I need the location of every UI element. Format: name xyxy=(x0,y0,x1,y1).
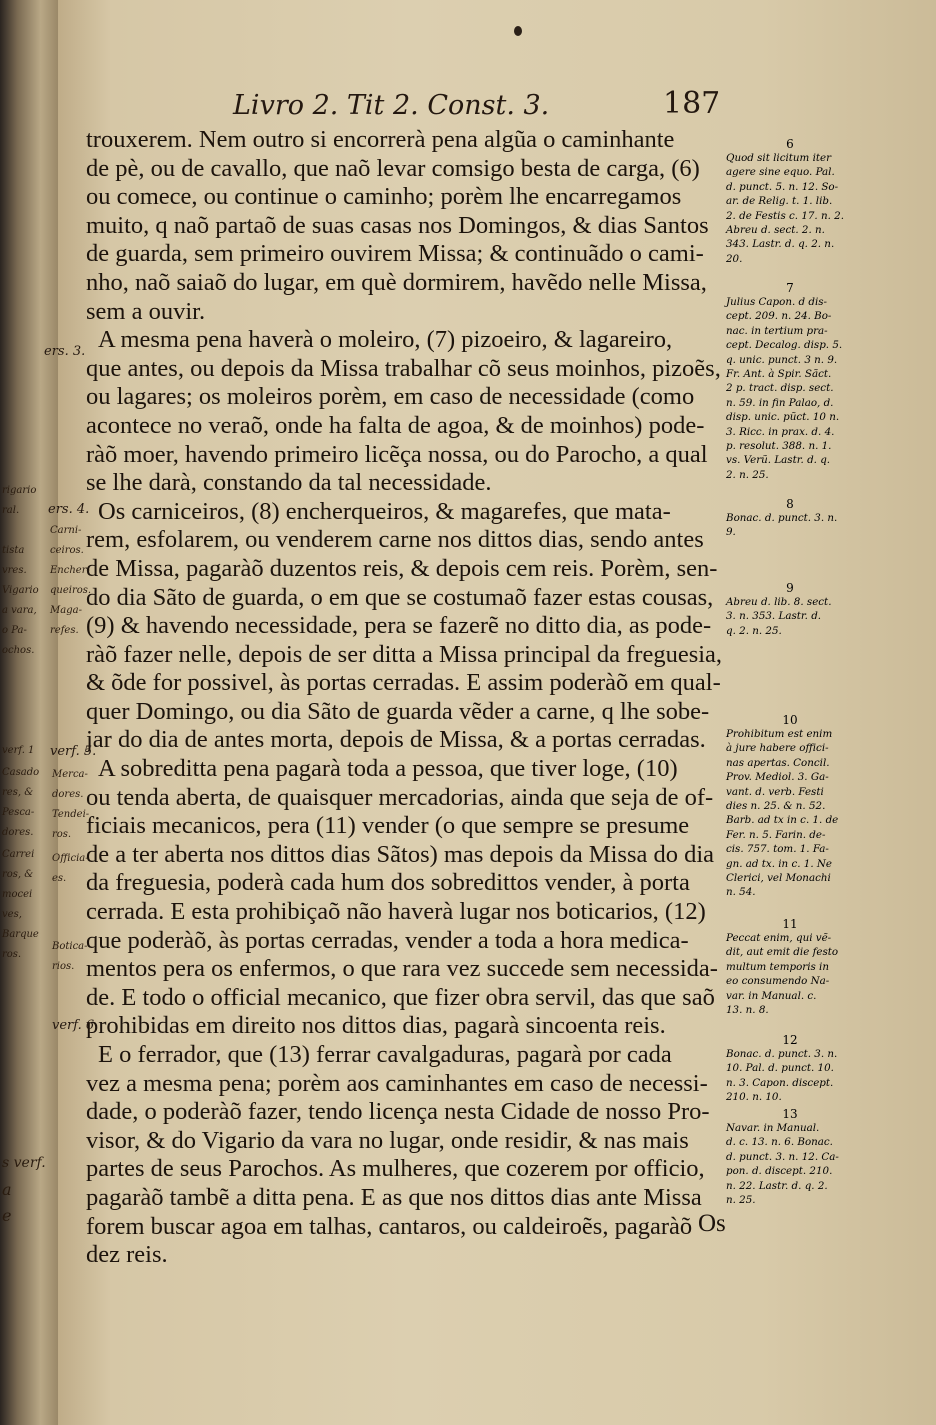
note-line: n. 25. xyxy=(726,1194,756,1207)
inner-margin-note: Merca- xyxy=(52,769,88,780)
note-line: cept. 209. n. 24. Bo- xyxy=(726,310,832,323)
text-line: ficiais mecanicos, pera (11) vender (o que sempre se presume xyxy=(86,812,690,840)
text-line: sem a ouvir. xyxy=(86,297,206,325)
text-line: partes de seus Parochos. As mulheres, que cozerem por officio, xyxy=(86,1155,705,1183)
text-line: jar do dia de antes morta, depois de Missa, & a portas cerradas. xyxy=(86,726,706,754)
note-line: d. punct. 5. n. 12. So- xyxy=(726,180,839,193)
text-line: quer Domingo, ou dia Sãto de guarda vẽder a carne, q lhe sobe- xyxy=(86,697,710,725)
text-line: dade, o poderàõ fazer, tendo licença nesta Cidade de nosso Pro- xyxy=(86,1098,710,1126)
text-line: nho, naõ saiaõ do lugar, em què dormirem, havẽdo nelle Missa, xyxy=(86,268,707,296)
section-marker-4: ers. 4. xyxy=(48,502,90,517)
text-line: acontece no veraõ, onde ha falta de agoa, & de moinhos) pode- xyxy=(86,411,705,439)
left-fragment: ochos. xyxy=(2,645,35,656)
inner-margin-note: Carni- xyxy=(50,525,82,536)
note-line: 2. n. 25. xyxy=(726,468,769,481)
note-number: 7 xyxy=(786,281,794,295)
note-line: n. 54. xyxy=(726,886,756,899)
text-line: & õde for possivel, às portas cerradas. E assim poderàõ em qual- xyxy=(86,669,721,697)
note-line: multum temporis in xyxy=(726,960,829,973)
left-fragment: Barque xyxy=(2,929,39,940)
note-line: n. 3. Capon. discept. xyxy=(726,1076,834,1089)
inner-margin-note: rios. xyxy=(52,961,75,972)
text-line: Os carniceiros, (8) encherqueiros, & magarefes, que mata- xyxy=(98,497,671,525)
text-line: ou lagares; os moleiros porèm, em caso de necessidade (como xyxy=(86,383,695,411)
note-line: 2 p. tract. disp. sect. xyxy=(726,382,834,395)
note-line: q. unic. punct. 3 n. 9. xyxy=(726,353,838,366)
left-fragment: ros, & xyxy=(2,869,34,880)
inner-margin-note: es. xyxy=(52,873,67,884)
inner-margin-note: ros. xyxy=(52,829,72,840)
left-fragment: o Pa- xyxy=(2,625,27,636)
text-line: E o ferrador, que (13) ferrar cavalgaduras, pagarà por cada xyxy=(98,1041,672,1068)
text-line: prohibidas em direito nos dittos dias, pagarà sincoenta reis. xyxy=(86,1012,666,1040)
note-line: d. punct. 3. n. 12. Ca- xyxy=(726,1150,839,1163)
note-line: 9. xyxy=(726,526,736,539)
note-line: nas apertas. Concil. xyxy=(726,756,830,769)
text-line: se lhe darà, constando da tal necessidade. xyxy=(86,469,492,497)
note-number: 10 xyxy=(782,713,798,727)
note-line: Barb. ad tx in c. 1. de xyxy=(726,814,839,827)
text-line: que poderàõ, às portas cerradas, vender a toda a hora medica- xyxy=(86,926,689,954)
note-line: Bonac. d. punct. 3. n. xyxy=(726,1048,838,1060)
note-line: 2. de Festis c. 17. n. 2. xyxy=(726,209,844,222)
left-fragment: ves, xyxy=(2,909,22,920)
inner-margin-note: queiros. xyxy=(50,585,92,596)
note-line: n. 22. Lastr. d. q. 2. xyxy=(726,1179,828,1192)
note-number: 9 xyxy=(786,581,794,595)
left-fragment: a vara, xyxy=(2,605,37,616)
note-line: Fer. n. 5. Farin. de- xyxy=(726,828,826,841)
inner-margin-note: refes. xyxy=(50,625,79,636)
left-fragment: a xyxy=(2,1180,12,1199)
section-marker-3: ers. 3. xyxy=(44,344,86,359)
note-line: 343. Lastr. d. q. 2. n. xyxy=(726,238,835,251)
text-line: de pè, ou de cavallo, que naõ levar comsigo besta de carga, (6) xyxy=(86,154,700,182)
main-text xyxy=(86,126,726,1270)
left-fragment: verf. 1 xyxy=(2,745,35,756)
note-line: Prov. Mediol. 3. Ga- xyxy=(726,771,829,784)
note-line: cis. 757. tom. 1. Fa- xyxy=(726,843,829,856)
text-line: pagaràõ tambẽ a ditta pena. E as que nos dittos dias ante Missa xyxy=(86,1183,702,1211)
text-line: ou comece, ou continue o caminho; porèm lhe encarregamos xyxy=(86,183,682,211)
inner-margin-note: Tendei- xyxy=(52,809,90,820)
inner-margin-note: Officia- xyxy=(52,853,89,864)
left-fragment: Carrei xyxy=(2,849,35,860)
page-number: 187 xyxy=(663,86,721,121)
inner-margin-note: ceiros. xyxy=(50,545,84,556)
text-line: (9) & havendo necessidade, pera se fazerẽ no ditto dia, as pode- xyxy=(86,612,712,640)
note-line: Fr. Ant. à Spir. Sãct. xyxy=(726,368,832,381)
note-line: dit, aut emit die festo xyxy=(726,946,839,959)
note-line: cept. Decalog. disp. 5. xyxy=(726,339,843,352)
side-note-9 xyxy=(726,582,854,638)
section-marker-5: verf. 5. xyxy=(50,744,97,759)
text-line: que antes, ou depois da Missa trabalhar cõ seus moinhos, pizoẽs, xyxy=(86,354,721,382)
text-line: dez reis. xyxy=(86,1241,168,1269)
note-number: 6 xyxy=(786,137,794,151)
note-line: Abreu d. sect. 2. n. xyxy=(726,224,825,237)
note-line: dies n. 25. & n. 52. xyxy=(726,800,826,813)
note-line: var. in Manual. c. xyxy=(726,989,817,1002)
note-line: Julius Capon. d dis- xyxy=(726,296,828,308)
text-line: ràõ fazer nelle, depois de ser ditta a Missa principal da freguesia, xyxy=(86,640,723,668)
text-line: de. E todo o official mecanico, que fizer obra servil, das que saõ xyxy=(86,983,715,1011)
side-note-8 xyxy=(726,498,854,540)
note-line: Abreu d. lib. 8. sect. xyxy=(726,596,832,608)
note-line: 3. n. 353. Lastr. d. xyxy=(726,610,822,623)
note-line: pon. d. discept. 210. xyxy=(726,1165,833,1178)
text-line: A mesma pena haverà o moleiro, (7) pizoeiro, & lagareiro, xyxy=(98,326,673,354)
side-note-11 xyxy=(726,918,854,1017)
note-line: p. resolut. 388. n. 1. xyxy=(726,440,832,453)
side-note-7 xyxy=(726,282,854,482)
left-fragment: ral. xyxy=(2,505,20,516)
note-line: nac. in tertium pra- xyxy=(726,324,828,337)
left-fragment: Pesca- xyxy=(2,807,35,818)
note-line: ar. de Relig. t. 1. lib. xyxy=(726,195,833,208)
left-fragment: ros. xyxy=(2,949,22,960)
text-line: de guarda, sem primeiro ouvirem Missa; & continuãdo o cami- xyxy=(86,240,704,268)
note-line: disp. unic. pũct. 10 n. xyxy=(726,411,840,424)
text-line: A sobreditta pena pagarà toda a pessoa, que tiver loge, (10) xyxy=(98,755,678,783)
note-number: 13 xyxy=(782,1107,798,1121)
note-line: n. 59. in fin Palao, d. xyxy=(726,396,834,409)
left-fragment: dores. xyxy=(2,827,34,838)
text-line: de Missa, pagaràõ duzentos reis, & depois cem reis. Porèm, sen- xyxy=(86,554,718,582)
running-head: Livro 2. Tit 2. Const. 3. xyxy=(233,90,550,121)
text-line: mentos pera os enfermos, o que rara vez succede sem necessida- xyxy=(86,955,718,983)
text-line: rem, esfolarem, ou venderem carne nos dittos dias, sendo antes xyxy=(86,526,704,554)
note-line: 20. xyxy=(726,252,743,265)
left-page-edge xyxy=(0,0,58,1425)
left-fragment: vres. xyxy=(2,565,27,576)
note-number: 11 xyxy=(782,917,798,931)
text-line: forem buscar agoa em talhas, cantaros, ou caldeiroẽs, pagaràõ xyxy=(86,1212,693,1240)
note-line: Bonac. d. punct. 3. n. xyxy=(726,512,838,524)
note-line: Quod sit licitum iter xyxy=(726,152,832,164)
text-line: ràõ moer, havendo primeiro licẽça nossa, ou do Parocho, a qual xyxy=(86,440,708,468)
note-line: Navar. in Manual. xyxy=(726,1122,820,1134)
note-line: 3. Ricc. in prax. d. 4. xyxy=(726,425,835,438)
note-line: à jure habere offici- xyxy=(726,742,829,755)
note-number: 12 xyxy=(782,1033,798,1047)
side-note-10 xyxy=(726,714,854,900)
text-line: cerrada. E esta prohibiçaõ não haverà lugar nos boticarios, (12) xyxy=(86,898,706,926)
note-line: vs. Verũ. Lastr. d. q. xyxy=(726,454,831,467)
note-line: vant. d. verb. Festi xyxy=(726,785,824,798)
left-fragment: e xyxy=(2,1206,12,1225)
note-line: gn. ad tx. in c. 1. Ne xyxy=(726,857,832,870)
inner-margin-note: dores. xyxy=(52,789,84,800)
text-line: do dia Sãto de guarda, o em que se costumaõ fazer estas cousas, xyxy=(86,583,714,611)
text-line: visor, & do Vigario da vara no lugar, onde residir, & nas mais xyxy=(86,1126,689,1154)
text-line: muito, q naõ partaõ de suas casas nos Domingos, & dias Santos xyxy=(86,211,709,239)
left-fragment: Vigario xyxy=(2,585,39,596)
text-line: da freguesia, poderà cada hum dos sobredittos vender, à porta xyxy=(86,869,690,897)
note-line: Prohibitum est enim xyxy=(726,728,833,740)
side-note-6 xyxy=(726,138,854,266)
text-line: de a ter aberta nos dittos dias Sãtos) mas depois da Missa do dia xyxy=(86,840,715,868)
inner-margin-note: Maga- xyxy=(50,605,82,616)
note-line: eo consumendo Na- xyxy=(726,975,830,988)
text-line: ou tenda aberta, de quaisquer mercadorias, ainda que seja de of- xyxy=(86,783,714,811)
left-fragment: rigario xyxy=(2,485,37,496)
left-fragment: mocei xyxy=(2,889,33,900)
side-note-13 xyxy=(726,1108,854,1207)
text-line: trouxerem. Nem outro si encorrerà pena algũa o caminhante xyxy=(86,126,675,153)
note-line: Clerici, vel Monachi xyxy=(726,872,831,885)
inner-margin-note: Encher- xyxy=(50,565,90,576)
left-fragment: Casado xyxy=(2,767,40,778)
catchword: Os xyxy=(698,1210,726,1237)
note-line: q. 2. n. 25. xyxy=(726,624,782,637)
note-number: 8 xyxy=(786,497,794,511)
left-fragment: res, & xyxy=(2,787,34,798)
note-line: 13. n. 8. xyxy=(726,1004,769,1017)
ink-dot xyxy=(514,26,522,36)
section-marker-6: verf. 6. xyxy=(52,1018,99,1033)
note-line: d. c. 13. n. 6. Bonac. xyxy=(726,1136,833,1149)
note-line: 10. Pal. d. punct. 10. xyxy=(726,1062,834,1075)
text-line: vez a mesma pena; porèm aos caminhantes em caso de necessi- xyxy=(86,1069,708,1097)
note-line: Peccat enim, qui vẽ- xyxy=(726,932,832,944)
book-page xyxy=(44,0,936,1425)
note-line: agere sine equo. Pal. xyxy=(726,166,835,179)
note-line: 210. n. 10. xyxy=(726,1091,782,1104)
left-fragment: tista xyxy=(2,545,25,556)
side-note-12 xyxy=(726,1034,854,1105)
left-fragment: s verf. xyxy=(2,1155,46,1171)
inner-margin-note: Botica- xyxy=(52,941,88,952)
